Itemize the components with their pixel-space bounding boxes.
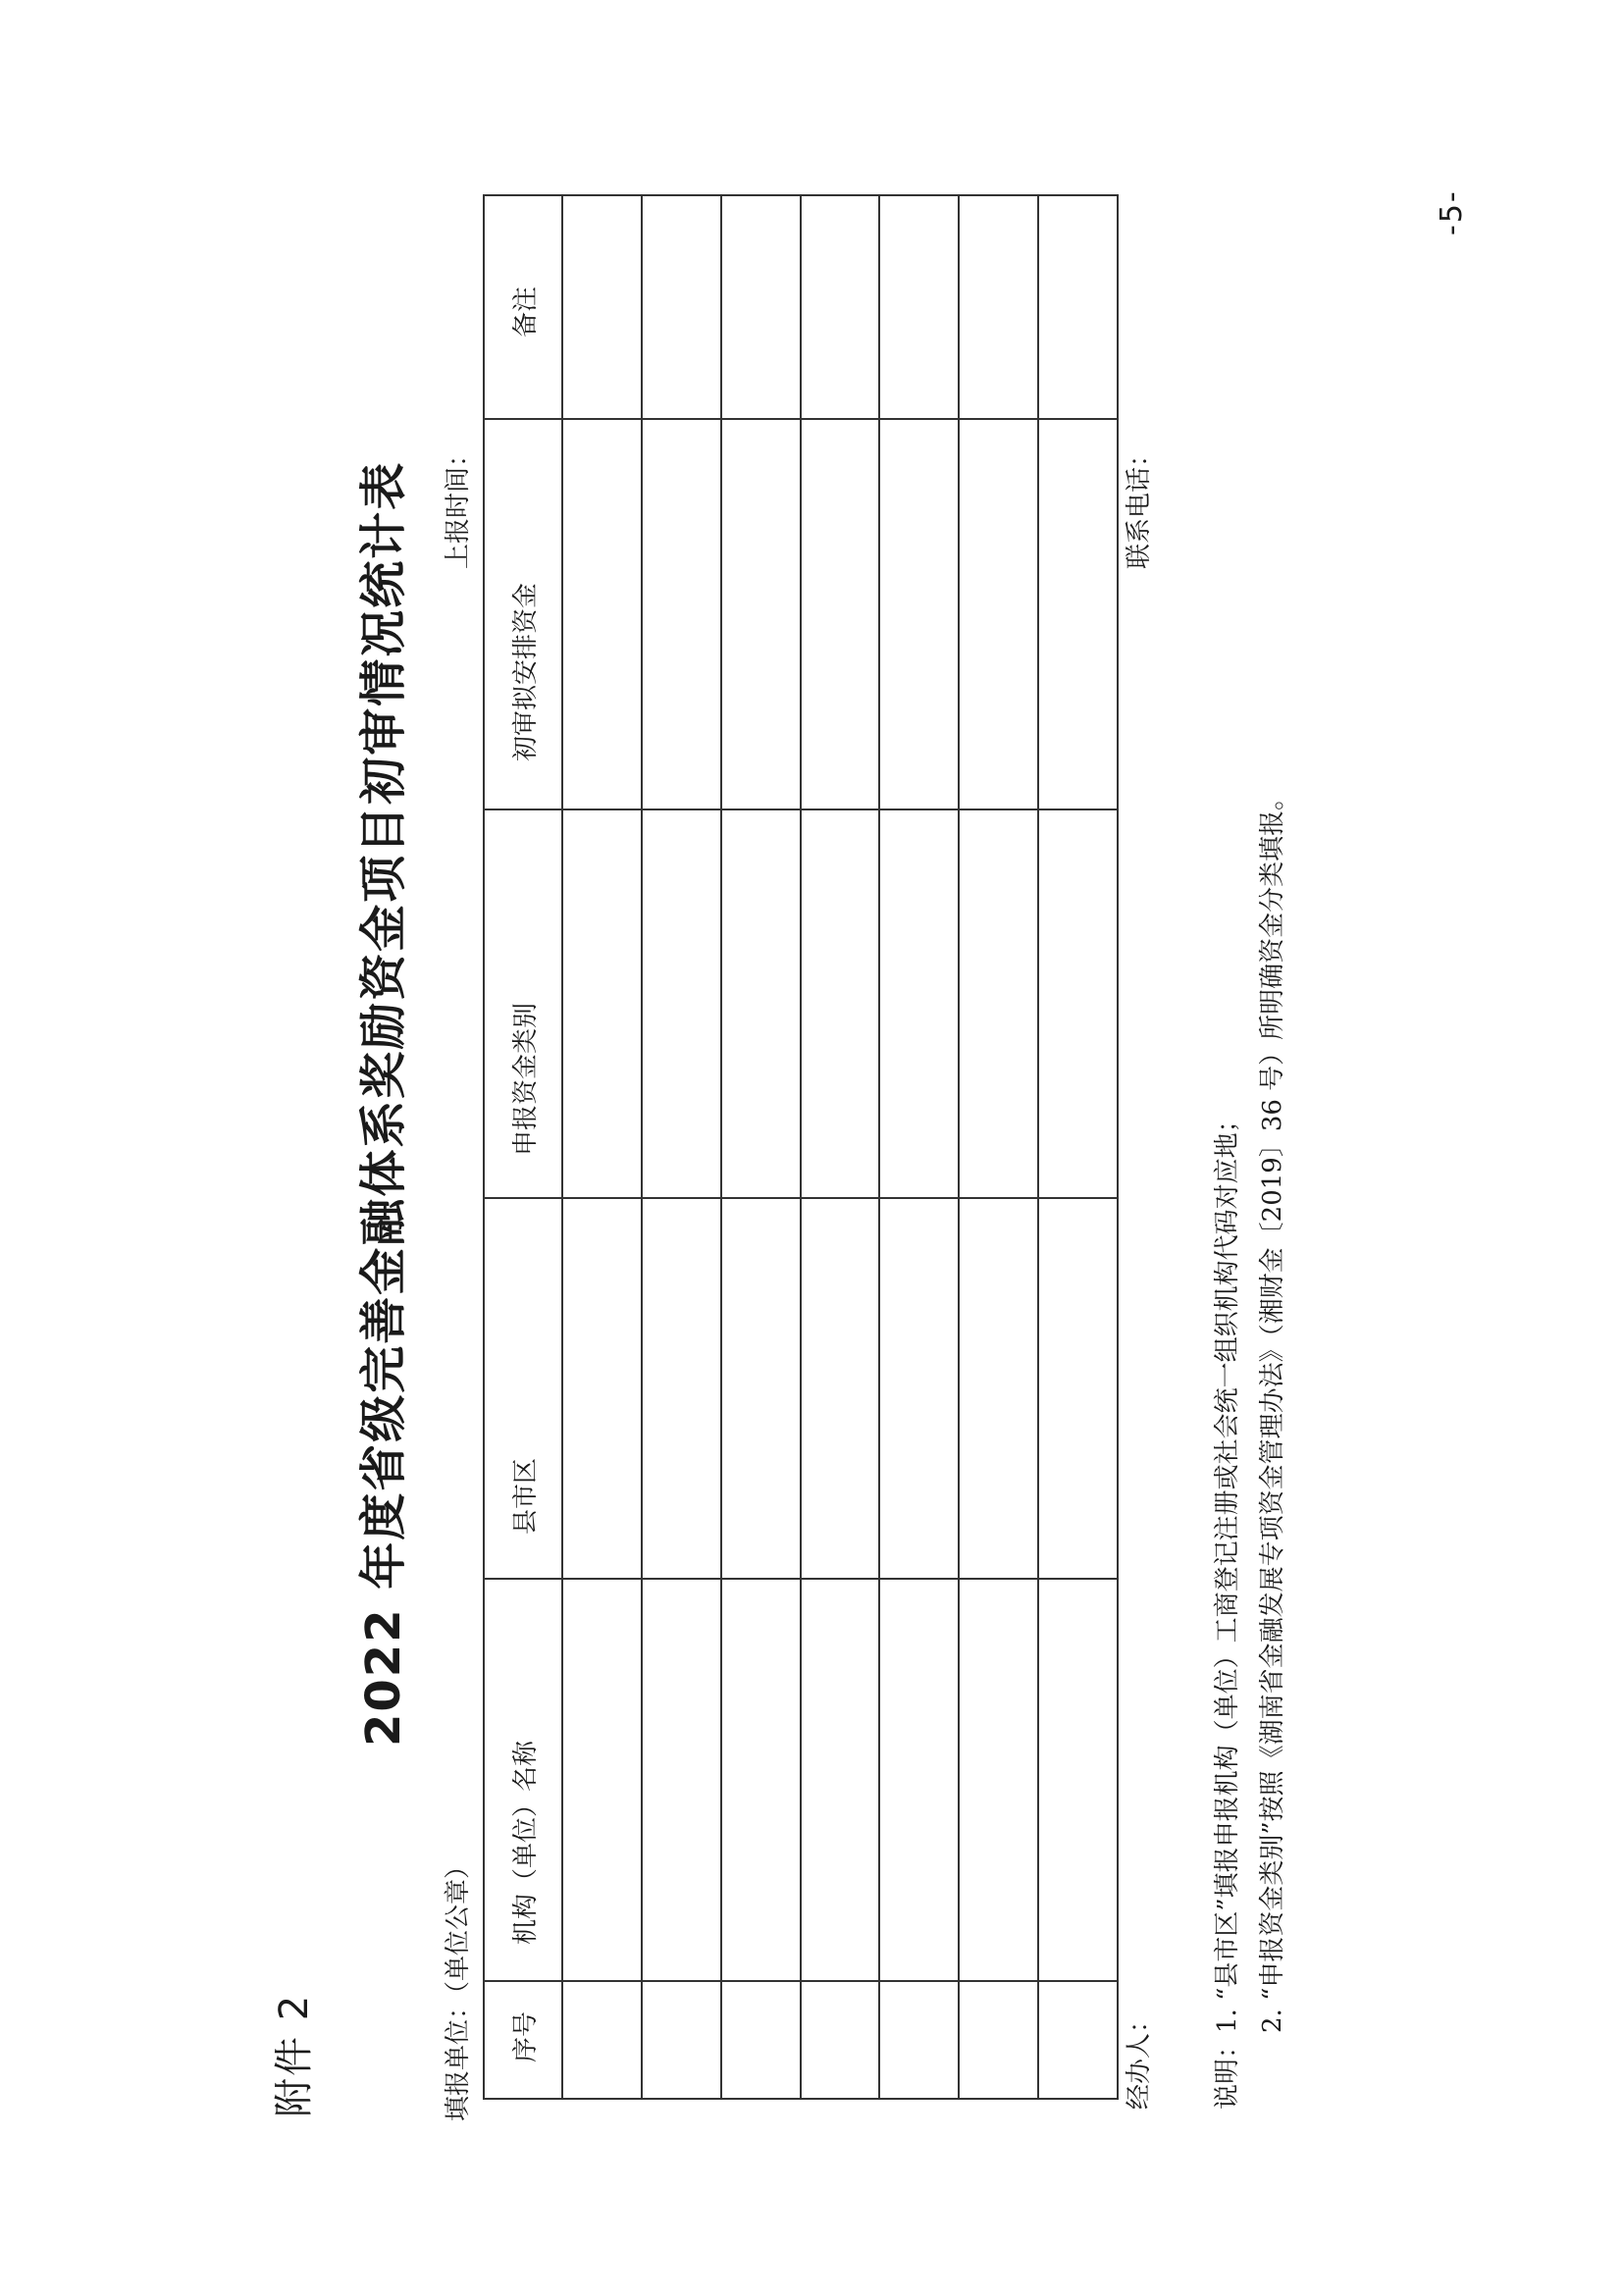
note-line-1: 说明：1. “县市区”填报申报机构（单位）工商登记注册或社会统一组织机构代码对应地； xyxy=(1213,1107,1242,2110)
table-cell[interactable] xyxy=(879,195,959,419)
table-cell[interactable] xyxy=(562,809,642,1198)
table-cell[interactable] xyxy=(642,809,721,1198)
table-cell[interactable] xyxy=(879,1198,959,1579)
table-cell[interactable] xyxy=(642,1579,721,1981)
table-cell[interactable] xyxy=(721,1198,801,1579)
table-cell[interactable] xyxy=(801,1579,880,1981)
statistics-table xyxy=(483,194,1119,2100)
table-cell[interactable] xyxy=(562,1981,642,2099)
table-cell[interactable] xyxy=(1038,1579,1118,1981)
table-cell[interactable] xyxy=(642,1198,721,1579)
note-line-2: 2. “申报资金类别”按照《湖南省金融发展专项资金管理办法》（湘财金〔2019〕36 号）所明确资金分类填报。 xyxy=(1258,784,1287,2033)
table-row xyxy=(642,195,721,2099)
header-remarks: 备注 xyxy=(484,195,562,419)
table-cell[interactable] xyxy=(959,195,1038,419)
header-seq: 序号 xyxy=(484,1981,562,2099)
table-row xyxy=(801,195,880,2099)
header-county: 县市区 xyxy=(484,1198,562,1579)
table-cell[interactable] xyxy=(879,1981,959,2099)
page-title: 2022 年度省级完善金融体系奖励资金项目初审情况统计表 xyxy=(356,460,411,1747)
table-cell[interactable] xyxy=(562,419,642,809)
table-cell[interactable] xyxy=(642,195,721,419)
filler-unit-label: 填报单位：（单位公章） xyxy=(444,1852,473,2121)
table-row xyxy=(562,195,642,2099)
report-time-label: 上报时间： xyxy=(444,441,473,569)
table-cell[interactable] xyxy=(879,1579,959,1981)
table-cell[interactable] xyxy=(801,1981,880,2099)
table-cell[interactable] xyxy=(642,419,721,809)
table-row xyxy=(879,195,959,2099)
table-row xyxy=(721,195,801,2099)
table-cell[interactable] xyxy=(721,195,801,419)
header-fund-category: 申报资金类别 xyxy=(484,809,562,1198)
notes-section xyxy=(1205,785,1295,2110)
table-cell[interactable] xyxy=(879,809,959,1198)
handler-label: 经办人： xyxy=(1125,2007,1154,2110)
attachment-label: 附件 2 xyxy=(272,1993,317,2117)
table-row xyxy=(1038,195,1118,2099)
table-cell[interactable] xyxy=(879,419,959,809)
header-org-name: 机构（单位）名称 xyxy=(484,1579,562,1981)
table-cell[interactable] xyxy=(562,195,642,419)
table-cell[interactable] xyxy=(562,1579,642,1981)
table-header-row xyxy=(484,195,562,2099)
table-cell[interactable] xyxy=(1038,809,1118,1198)
header-preliminary-fund: 初审拟安排资金 xyxy=(484,419,562,809)
table-cell[interactable] xyxy=(801,1198,880,1579)
table-cell[interactable] xyxy=(959,809,1038,1198)
table-cell[interactable] xyxy=(721,1981,801,2099)
table-cell[interactable] xyxy=(1038,1981,1118,2099)
table-cell[interactable] xyxy=(959,1198,1038,1579)
contact-phone-label: 联系电话： xyxy=(1125,441,1154,569)
table-cell[interactable] xyxy=(1038,195,1118,419)
table-cell[interactable] xyxy=(1038,419,1118,809)
table-cell[interactable] xyxy=(801,419,880,809)
page-number: -5- xyxy=(1435,189,1469,235)
table-cell[interactable] xyxy=(721,809,801,1198)
table-cell[interactable] xyxy=(721,419,801,809)
table-cell[interactable] xyxy=(721,1579,801,1981)
table-cell[interactable] xyxy=(959,1981,1038,2099)
table-row xyxy=(959,195,1038,2099)
table-cell[interactable] xyxy=(959,1579,1038,1981)
table-cell[interactable] xyxy=(562,1198,642,1579)
table-cell[interactable] xyxy=(801,809,880,1198)
table-cell[interactable] xyxy=(959,419,1038,809)
table-cell[interactable] xyxy=(801,195,880,419)
table-cell[interactable] xyxy=(642,1981,721,2099)
table-cell[interactable] xyxy=(1038,1198,1118,1579)
